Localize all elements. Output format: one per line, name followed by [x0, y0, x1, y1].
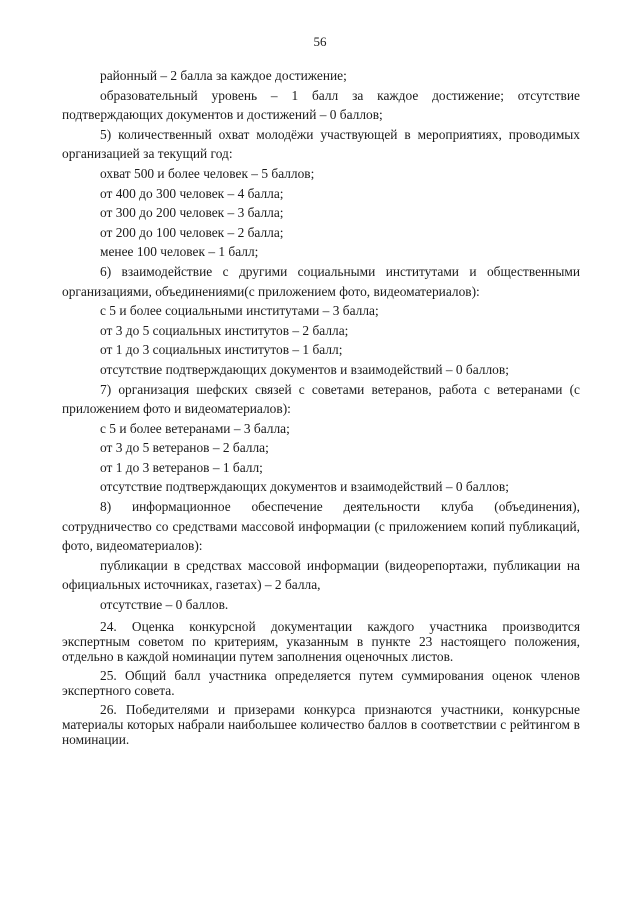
paragraph: 7) организация шефских связей с советами ветеранов, работа с ветеранами (с приложением фото и видеоматериалов): — [62, 381, 580, 417]
paragraph: от 200 до 100 человек – 2 балла; — [100, 224, 284, 240]
paragraph: 5) количественный охват молодёжи участвующей в мероприятиях, проводимых организацией за текущий год: — [62, 126, 580, 162]
page-number: 56 — [313, 34, 327, 49]
document-body — [62, 66, 580, 747]
paragraph: с 5 и более ветеранами – 3 балла; — [100, 420, 290, 436]
paragraph: менее 100 человек – 1 балл; — [100, 244, 259, 260]
paragraph: от 300 до 200 человек – 3 балла; — [100, 205, 284, 221]
paragraph: 25. Общий балл участника определяется путем суммирования оценок членов экспертного совета. — [62, 667, 580, 698]
paragraph: с 5 и более социальными институтами – 3 балла; — [100, 303, 379, 319]
paragraph: от 1 до 3 ветеранов – 1 балл; — [100, 459, 263, 475]
paragraph: образовательный уровень – 1 балл за каждое достижение; отсутствие подтверждающих документов и достижений – 0 баллов; — [62, 87, 580, 123]
paragraph: 6) взаимодействие с другими социальными институтами и общественными организациями, объединениями(с приложением фото, видеоматериалов): — [62, 263, 580, 299]
paragraph: 26. Победителями и призерами конкурса признаются участники, конкурсные материалы которых набрали наибольшее количество баллов в соответствии с рейтингом в номинации. — [62, 701, 580, 747]
paragraph: отсутствие подтверждающих документов и взаимодействий – 0 баллов; — [100, 361, 509, 377]
paragraph: от 3 до 5 социальных институтов – 2 балла; — [100, 322, 349, 338]
paragraph: от 1 до 3 социальных институтов – 1 балл; — [100, 342, 343, 358]
paragraph: охват 500 и более человек – 5 баллов; — [100, 165, 315, 181]
paragraph: отсутствие подтверждающих документов и взаимодействий – 0 баллов; — [100, 479, 509, 495]
paragraph: публикации в средствах массовой информации (видеорепортажи, публикации на официальных источниках, газетах) – 2 балла, — [62, 557, 580, 593]
paragraph: 24. Оценка конкурсной документации каждого участника производится экспертным советом по критериям, указанным в пункте 23 настоящего положения, отдельно в каждой номинации путем заполнения оценочных листов. — [62, 618, 580, 664]
paragraph: от 400 до 300 человек – 4 балла; — [100, 185, 284, 201]
paragraph: 8) информационное обеспечение деятельности клуба (объединения), сотрудничество со средствами массовой информации (с приложением копий публикаций, фото, видеоматериалов): — [62, 499, 580, 554]
paragraph: от 3 до 5 ветеранов – 2 балла; — [100, 440, 269, 456]
paragraph: районный – 2 балла за каждое достижение; — [100, 68, 347, 83]
paragraph: отсутствие – 0 баллов. — [100, 597, 229, 613]
